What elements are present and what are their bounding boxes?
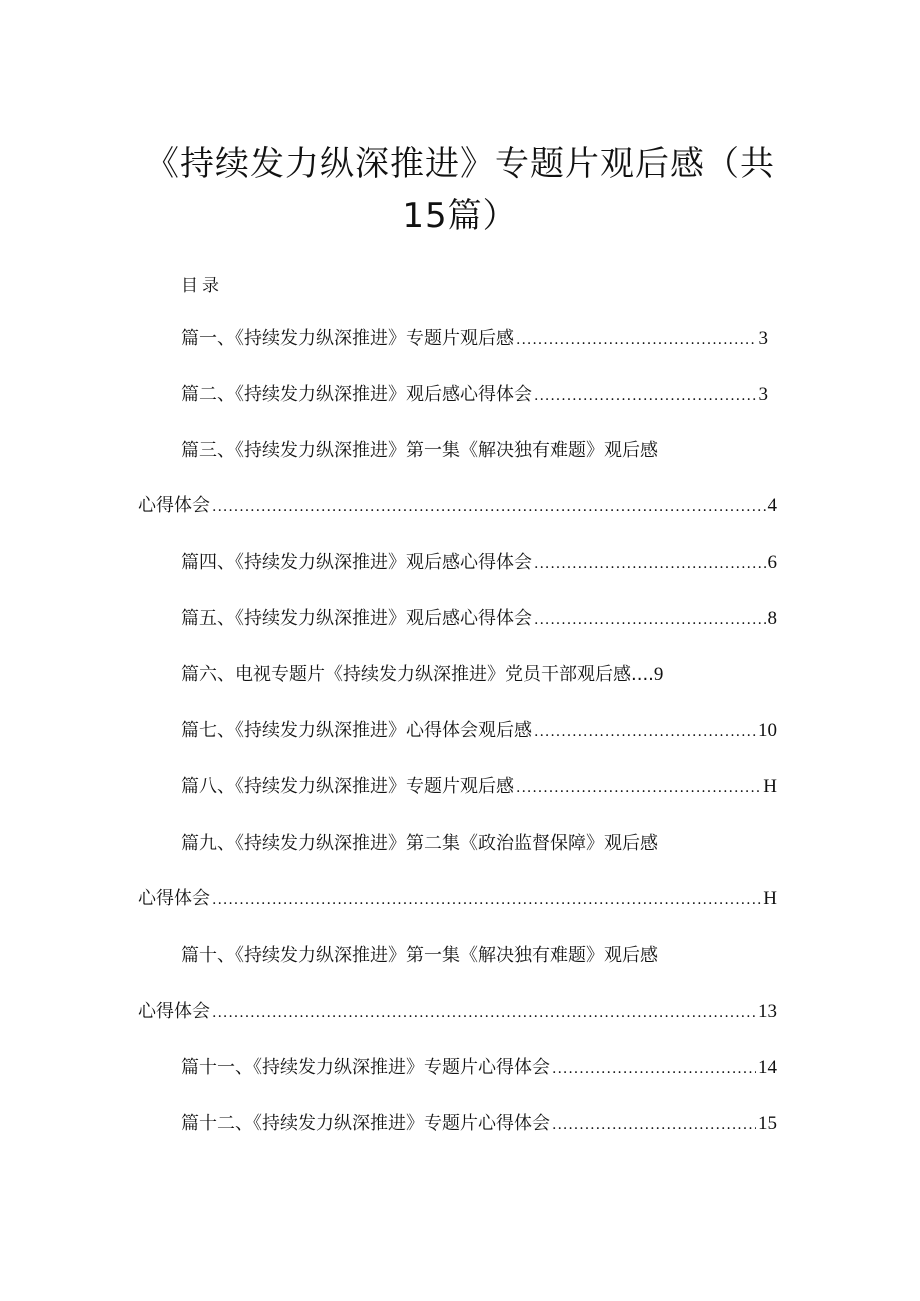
toc-entry-text: 篇四、《持续发力纵深推进》观后感心得体会 [181, 552, 532, 573]
toc-entry-4[interactable] [181, 548, 777, 576]
toc-leader-dots [534, 724, 756, 740]
title-line-2: 15篇） [402, 196, 518, 236]
toc-leader-dots [534, 612, 766, 628]
toc-leader-dots [534, 388, 757, 404]
toc-entry-1[interactable] [181, 324, 768, 352]
toc-entry-text: 篇八、《持续发力纵深推进》专题片观后感 [181, 776, 514, 797]
toc-entry-9-line-2[interactable] [138, 884, 777, 912]
toc-leader-dots [516, 780, 761, 796]
toc-leader-dots [552, 1061, 756, 1077]
toc-entry-2[interactable] [181, 380, 768, 408]
toc-entry-10-line-1[interactable] [181, 941, 658, 969]
toc-entry-text-cont: 心得体会 [138, 1001, 210, 1022]
toc-leader-dots [534, 556, 766, 572]
document-title [120, 138, 800, 242]
toc-entry-8[interactable] [181, 772, 777, 800]
toc-page-number: H [763, 888, 777, 909]
toc-entry-text: 篇七、《持续发力纵深推进》心得体会观后感 [181, 720, 532, 741]
toc-leader-dots [212, 1005, 756, 1021]
toc-entry-text-cont: 心得体会 [138, 888, 210, 909]
toc-leader-dots [212, 892, 761, 908]
toc-entry-text: 篇十、《持续发力纵深推进》第一集《解决独有难题》观后感 [181, 945, 658, 966]
toc-entry-11[interactable] [181, 1053, 777, 1081]
toc-page-number: 6 [767, 552, 777, 573]
toc-entry-text-cont: 心得体会 [138, 495, 210, 516]
toc-page-number: 4 [767, 495, 777, 516]
toc-entry-text: 篇五、《持续发力纵深推进》观后感心得体会 [181, 608, 532, 629]
toc-page-number: 15 [758, 1113, 777, 1134]
toc-page-number: H [763, 776, 777, 797]
toc-entry-text: 篇一、《持续发力纵深推进》专题片观后感 [181, 328, 514, 349]
toc-page-number: 3 [758, 384, 768, 405]
toc-entry-3-line-2[interactable] [138, 491, 777, 519]
toc-entry-text: 篇二、《持续发力纵深推进》观后感心得体会 [181, 384, 532, 405]
toc-entry-12[interactable] [181, 1109, 777, 1137]
toc-leader-dots [212, 499, 766, 515]
toc-page-number: 9 [653, 664, 664, 685]
title-line-1: 《持续发力纵深推进》专题片观后感（共 [145, 144, 775, 184]
toc-entry-7[interactable] [181, 716, 777, 744]
toc-page-number: 8 [767, 608, 777, 629]
toc-entry-text: 篇十一、《持续发力纵深推进》专题片心得体会 [181, 1057, 550, 1078]
toc-page-number: 10 [758, 720, 777, 741]
toc-entry-text: 篇十二、《持续发力纵深推进》专题片心得体会 [181, 1113, 550, 1134]
toc-entry-5[interactable] [181, 604, 777, 632]
toc-entry-10-line-2[interactable] [138, 997, 777, 1025]
toc-page-number: 13 [758, 1001, 777, 1022]
toc-label: 目录 [181, 276, 223, 296]
toc-entry-9-line-1[interactable] [181, 829, 658, 857]
toc-entry-text: 篇三、《持续发力纵深推进》第一集《解决独有难题》观后感 [181, 440, 658, 461]
toc-page-number: 3 [758, 328, 768, 349]
toc-page-number: 14 [758, 1057, 777, 1078]
toc-entry-text: 篇九、《持续发力纵深推进》第二集《政治监督保障》观后感 [181, 833, 658, 854]
toc-entry-3-line-1[interactable] [181, 436, 658, 464]
toc-leader-dots [552, 1117, 756, 1133]
toc-entry-text: 篇六、电视专题片《持续发力纵深推进》党员干部观后感.... [181, 664, 654, 685]
toc-entry-6[interactable] [181, 660, 663, 688]
toc-leader-dots [516, 332, 757, 348]
